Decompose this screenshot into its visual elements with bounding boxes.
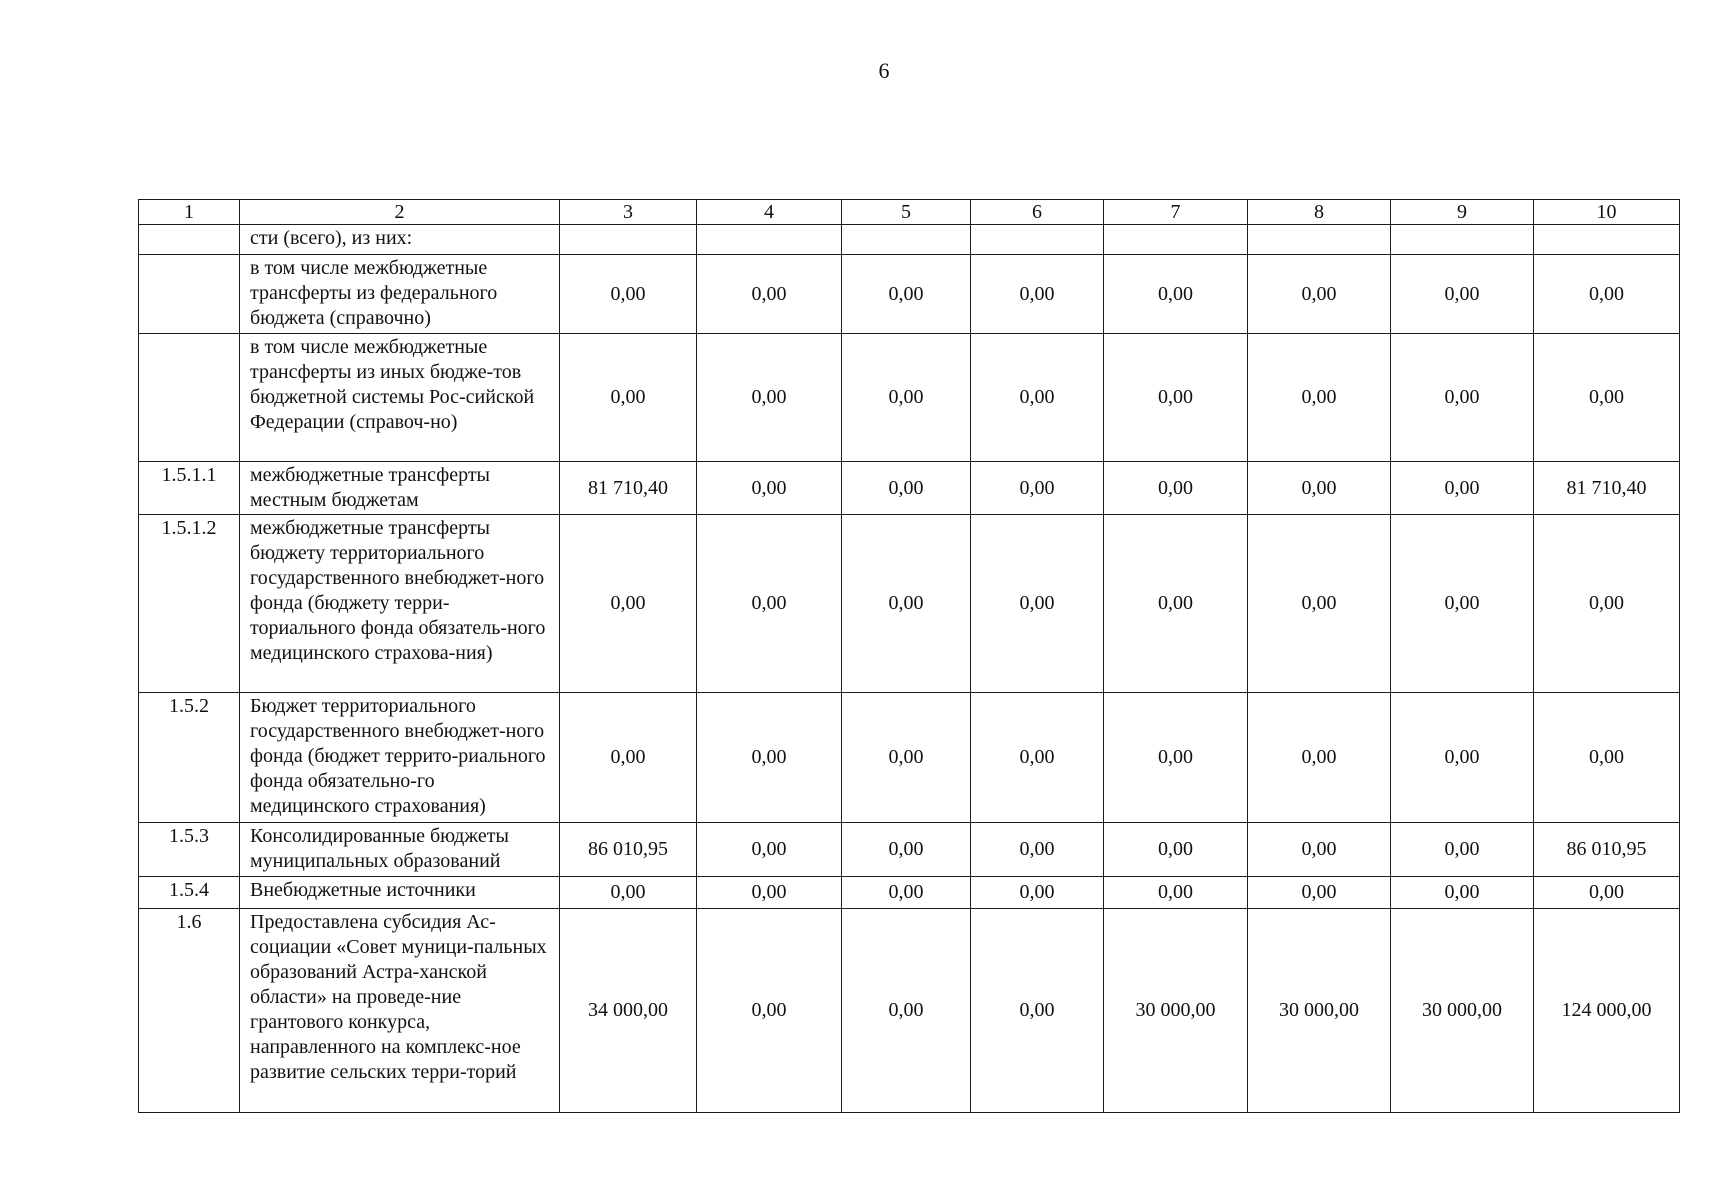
table-row <box>139 693 1680 823</box>
cell-value <box>1104 225 1248 255</box>
cell-value: 0,00 <box>697 334 842 462</box>
budget-table <box>138 199 1680 1113</box>
cell-value: 0,00 <box>1248 255 1391 334</box>
row-code: 1.5.3 <box>139 823 240 877</box>
cell-value: 0,00 <box>1104 334 1248 462</box>
cell-value: 30 000,00 <box>1104 909 1248 1113</box>
row-label: межбюджетные трансферты бюджету территориального государственного внебюджет-ного фонда (бюджету терри-ториального фонда обязатель-ного медицинского страхова-ния) <box>240 515 560 693</box>
cell-value <box>697 225 842 255</box>
column-header: 7 <box>1104 200 1248 225</box>
cell-value: 0,00 <box>1104 823 1248 877</box>
cell-value: 0,00 <box>842 334 971 462</box>
row-label: сти (всего), из них: <box>240 225 560 255</box>
row-code <box>139 255 240 334</box>
cell-value: 0,00 <box>971 515 1104 693</box>
table-row <box>139 462 1680 515</box>
cell-value: 0,00 <box>842 515 971 693</box>
column-header: 8 <box>1248 200 1391 225</box>
cell-value: 81 710,40 <box>560 462 697 515</box>
cell-value: 34 000,00 <box>560 909 697 1113</box>
table-row <box>139 225 1680 255</box>
cell-value: 0,00 <box>697 255 842 334</box>
cell-value: 0,00 <box>1534 334 1680 462</box>
table-row <box>139 255 1680 334</box>
cell-value: 0,00 <box>971 334 1104 462</box>
cell-value: 0,00 <box>697 515 842 693</box>
cell-value: 0,00 <box>1104 693 1248 823</box>
column-header: 3 <box>560 200 697 225</box>
row-label: Бюджет территориального государственного внебюджет-ного фонда (бюджет террито-риального фонда обязательно-го медицинского страхования) <box>240 693 560 823</box>
cell-value: 0,00 <box>560 693 697 823</box>
cell-value: 0,00 <box>971 693 1104 823</box>
column-header: 1 <box>139 200 240 225</box>
cell-value: 0,00 <box>1391 823 1534 877</box>
cell-value: 30 000,00 <box>1391 909 1534 1113</box>
row-code: 1.6 <box>139 909 240 1113</box>
cell-value: 0,00 <box>1104 462 1248 515</box>
cell-value: 0,00 <box>697 462 842 515</box>
cell-value: 0,00 <box>697 909 842 1113</box>
cell-value: 0,00 <box>971 823 1104 877</box>
column-header: 6 <box>971 200 1104 225</box>
cell-value: 0,00 <box>842 909 971 1113</box>
cell-value: 0,00 <box>560 877 697 909</box>
cell-value: 0,00 <box>1248 334 1391 462</box>
table-row <box>139 334 1680 462</box>
cell-value: 0,00 <box>1248 693 1391 823</box>
cell-value: 0,00 <box>842 255 971 334</box>
cell-value: 0,00 <box>697 823 842 877</box>
row-code: 1.5.1.1 <box>139 462 240 515</box>
cell-value: 0,00 <box>1391 255 1534 334</box>
cell-value: 0,00 <box>560 255 697 334</box>
cell-value: 0,00 <box>1104 255 1248 334</box>
cell-value: 0,00 <box>1534 877 1680 909</box>
row-label: Внебюджетные источники <box>240 877 560 909</box>
column-header: 5 <box>842 200 971 225</box>
cell-value: 0,00 <box>971 462 1104 515</box>
table-row <box>139 909 1680 1113</box>
column-header: 4 <box>697 200 842 225</box>
cell-value: 0,00 <box>1391 462 1534 515</box>
row-label: в том числе межбюджетные трансферты из иных бюдже-тов бюджетной системы Рос-сийской Федерации (справоч-но) <box>240 334 560 462</box>
row-code: 1.5.4 <box>139 877 240 909</box>
cell-value: 0,00 <box>971 909 1104 1113</box>
cell-value <box>971 225 1104 255</box>
cell-value <box>842 225 971 255</box>
row-code: 1.5.1.2 <box>139 515 240 693</box>
cell-value: 0,00 <box>971 255 1104 334</box>
cell-value: 0,00 <box>1534 693 1680 823</box>
cell-value: 0,00 <box>560 334 697 462</box>
row-code: 1.5.2 <box>139 693 240 823</box>
row-code <box>139 334 240 462</box>
cell-value: 0,00 <box>842 693 971 823</box>
row-label: межбюджетные трансферты местным бюджетам <box>240 462 560 515</box>
table-row <box>139 877 1680 909</box>
column-header: 2 <box>240 200 560 225</box>
cell-value: 0,00 <box>842 462 971 515</box>
cell-value: 0,00 <box>1391 877 1534 909</box>
table-row <box>139 823 1680 877</box>
table-header-row <box>139 200 1680 225</box>
cell-value: 86 010,95 <box>560 823 697 877</box>
cell-value: 0,00 <box>1391 334 1534 462</box>
cell-value: 0,00 <box>1248 515 1391 693</box>
cell-value: 0,00 <box>1104 515 1248 693</box>
cell-value <box>1248 225 1391 255</box>
cell-value: 0,00 <box>1248 877 1391 909</box>
cell-value: 81 710,40 <box>1534 462 1680 515</box>
cell-value: 0,00 <box>1248 462 1391 515</box>
cell-value: 0,00 <box>1391 693 1534 823</box>
cell-value: 0,00 <box>1248 823 1391 877</box>
column-header: 10 <box>1534 200 1680 225</box>
cell-value: 0,00 <box>842 877 971 909</box>
cell-value: 0,00 <box>697 693 842 823</box>
row-label: Предоставлена субсидия Ас-социации «Совет муници-пальных образований Астра-ханской области» на проведе-ние грантового конкурса, направленного на комплекс-ное развитие сельских терри-торий <box>240 909 560 1113</box>
cell-value <box>1534 225 1680 255</box>
column-header: 9 <box>1391 200 1534 225</box>
row-label: Консолидированные бюджеты муниципальных образований <box>240 823 560 877</box>
cell-value: 0,00 <box>1534 255 1680 334</box>
cell-value: 86 010,95 <box>1534 823 1680 877</box>
cell-value: 0,00 <box>1104 877 1248 909</box>
cell-value: 30 000,00 <box>1248 909 1391 1113</box>
table-row <box>139 515 1680 693</box>
page-number: 6 <box>878 58 890 83</box>
row-label: в том числе межбюджетные трансферты из федерального бюджета (справочно) <box>240 255 560 334</box>
cell-value: 0,00 <box>842 823 971 877</box>
cell-value: 0,00 <box>971 877 1104 909</box>
cell-value <box>560 225 697 255</box>
cell-value: 0,00 <box>697 877 842 909</box>
cell-value <box>1391 225 1534 255</box>
cell-value: 124 000,00 <box>1534 909 1680 1113</box>
cell-value: 0,00 <box>1534 515 1680 693</box>
cell-value: 0,00 <box>560 515 697 693</box>
row-code <box>139 225 240 255</box>
cell-value: 0,00 <box>1391 515 1534 693</box>
